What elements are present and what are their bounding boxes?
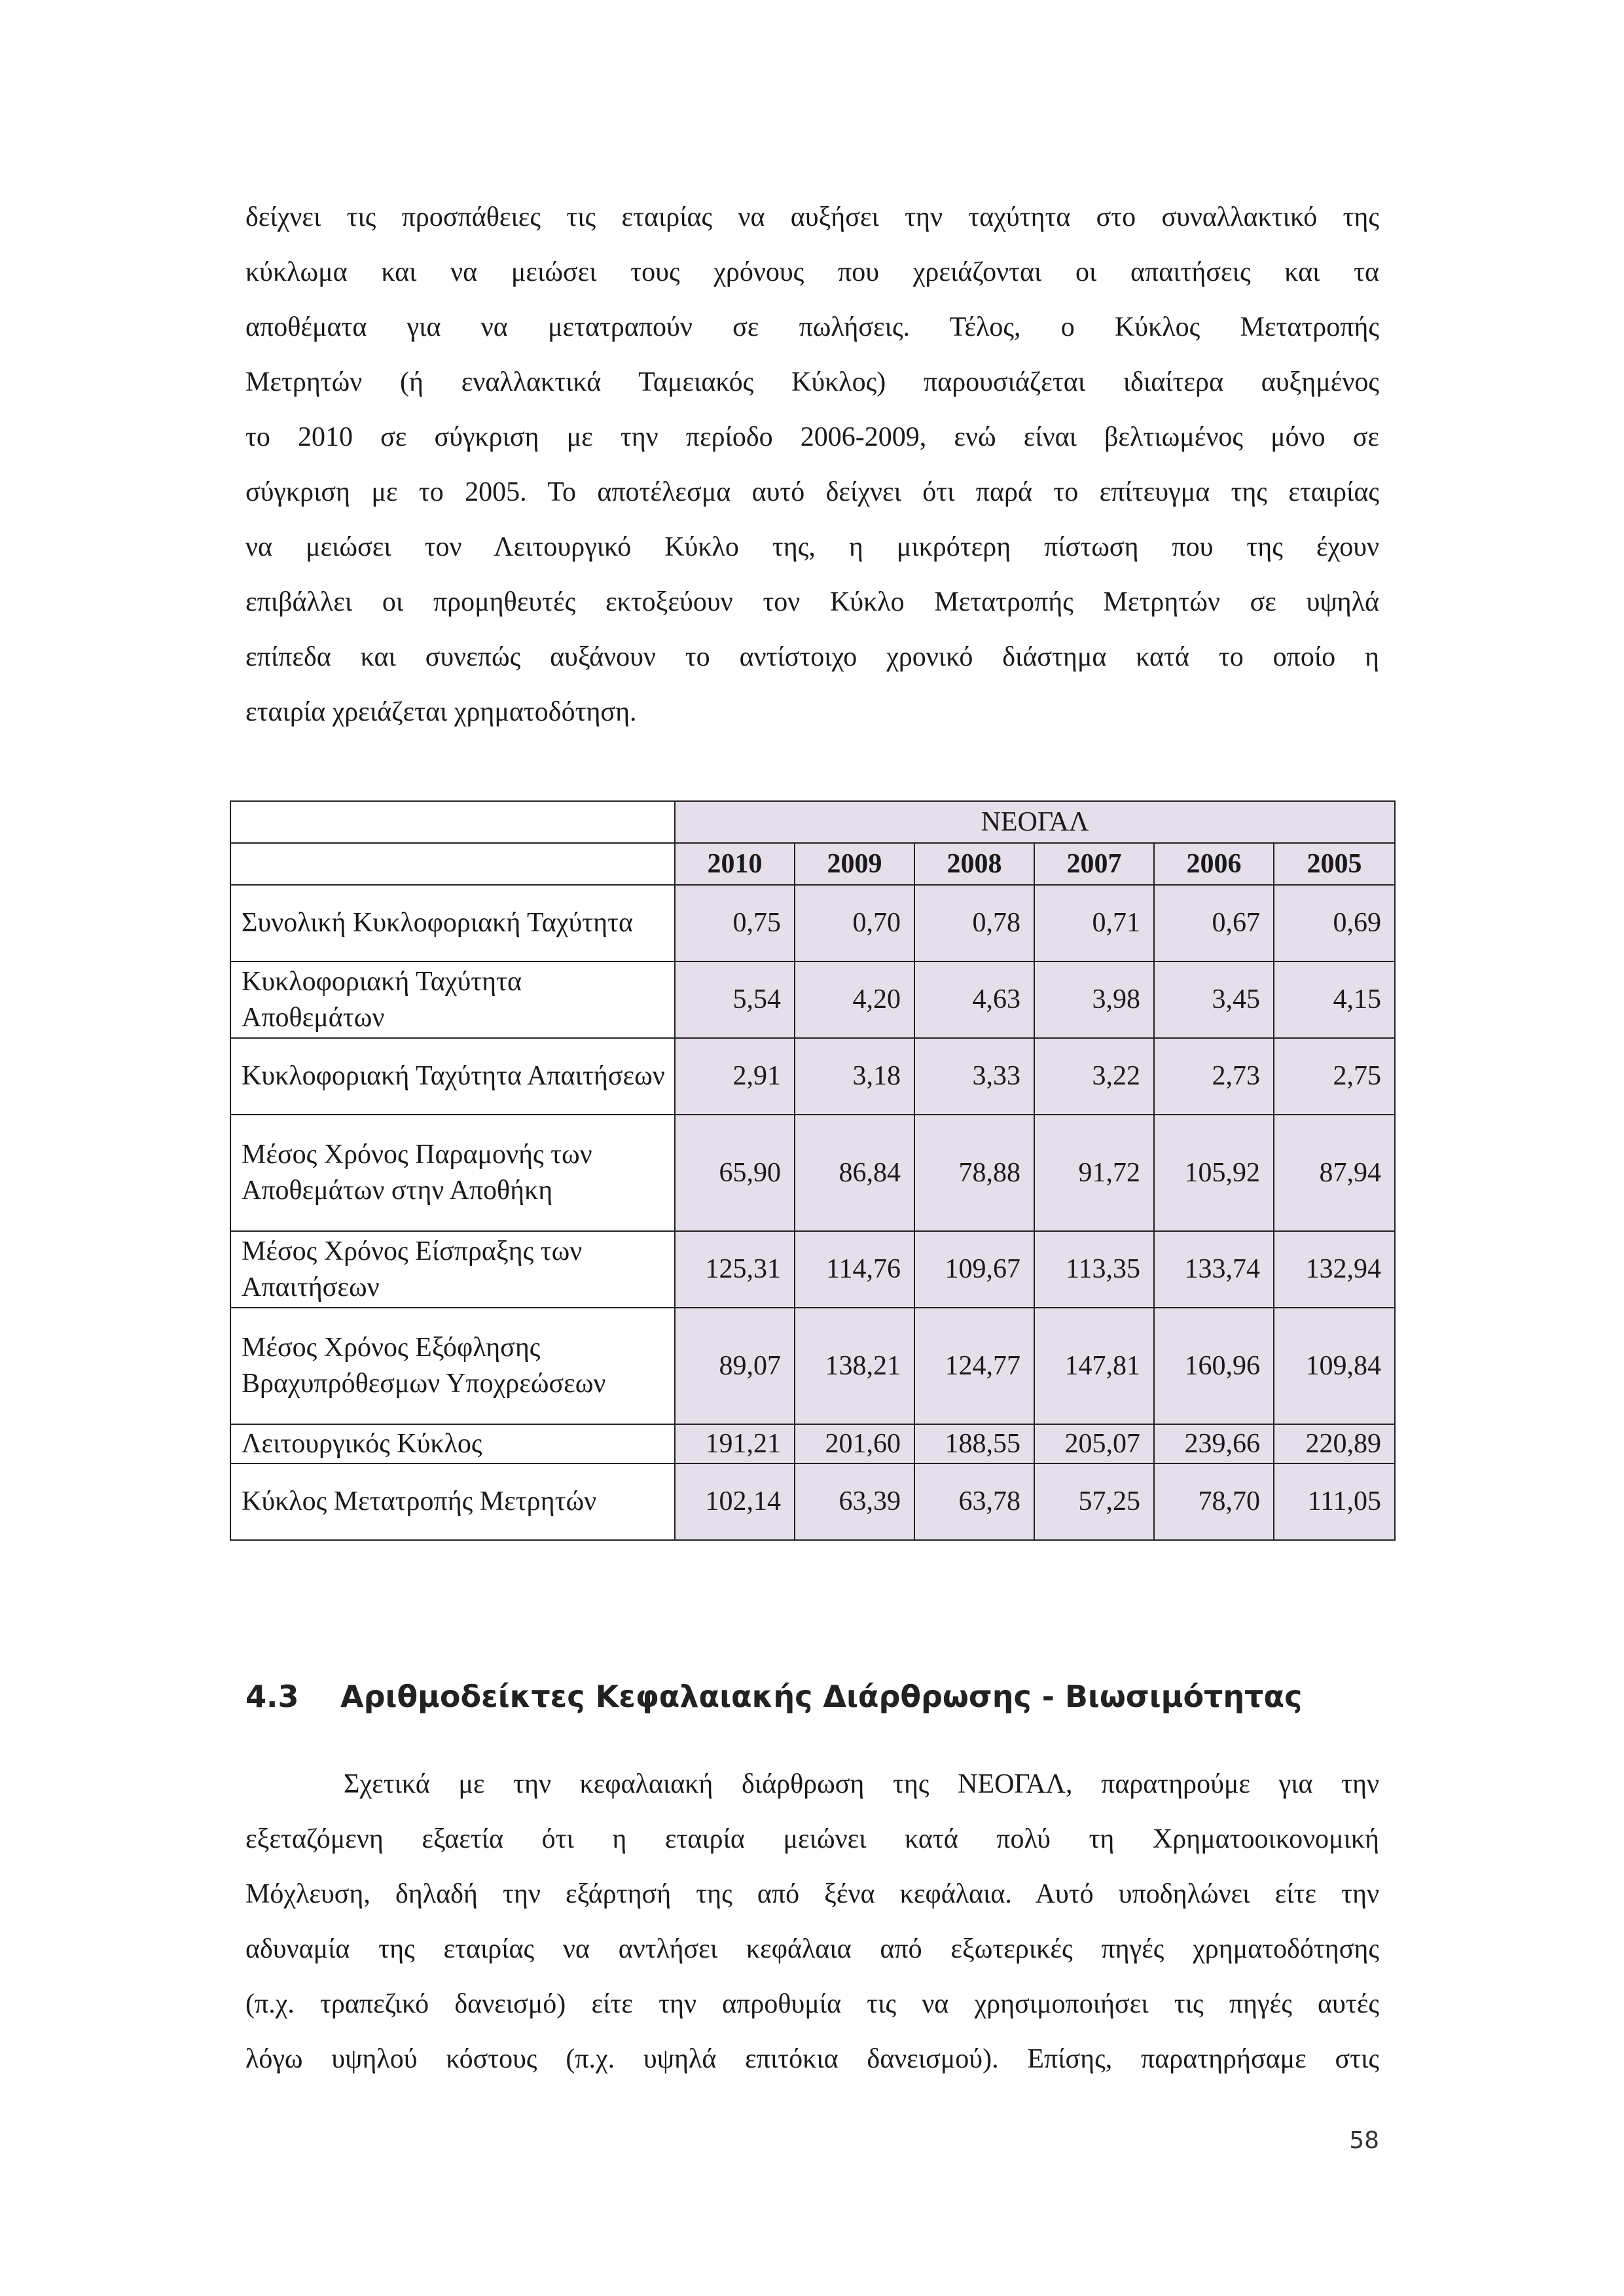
text-line: (π.χ. τραπεζικό δανεισμό) είτε την απροθυμία τις να χρησιμοποιήσει τις πηγές αυτές [245, 1989, 1379, 2019]
text-line: αδυναμία της εταιρίας να αντλήσει κεφάλαια από εξωτερικές πηγές χρηματοδότησης [245, 1934, 1379, 1964]
value-cell: 147,81 [1034, 1308, 1154, 1424]
value-cell: 86,84 [795, 1115, 914, 1231]
value-cell: 105,92 [1154, 1115, 1274, 1231]
value-cell: 3,22 [1034, 1038, 1154, 1115]
year-header: 2007 [1034, 843, 1154, 885]
value-cell: 138,21 [795, 1308, 914, 1424]
value-cell: 113,35 [1034, 1231, 1154, 1308]
value-cell: 109,84 [1274, 1308, 1395, 1424]
value-cell: 191,21 [675, 1424, 795, 1463]
section-number: 4.3 [245, 1679, 299, 1714]
row-label: Λειτουργικός Κύκλος [230, 1424, 675, 1463]
empty-header-cell [230, 843, 675, 885]
value-cell: 2,73 [1154, 1038, 1274, 1115]
table-row [230, 1115, 1395, 1231]
table-row [230, 1231, 1395, 1308]
value-cell: 3,18 [795, 1038, 914, 1115]
value-cell: 78,88 [914, 1115, 1034, 1231]
value-cell: 4,20 [795, 961, 914, 1038]
row-label: Κυκλοφοριακή Ταχύτητα Απαιτήσεων [230, 1038, 675, 1115]
value-cell: 2,75 [1274, 1038, 1395, 1115]
value-cell: 89,07 [675, 1308, 795, 1424]
year-header: 2005 [1274, 843, 1395, 885]
empty-header-cell [230, 801, 675, 843]
value-cell: 111,05 [1274, 1463, 1395, 1540]
section-title: Αριθμοδείκτες Κεφαλαιακής Διάρθρωσης - Βιωσιμότητας [340, 1679, 1303, 1714]
body-paragraph-2 [245, 1757, 1379, 2087]
value-cell: 220,89 [1274, 1424, 1395, 1463]
text-line: Μόχλευση, δηλαδή την εξάρτησή της από ξένα κεφάλαια. Αυτό υποδηλώνει είτε την [245, 1879, 1379, 1909]
value-cell: 65,90 [675, 1115, 795, 1231]
value-cell: 239,66 [1154, 1424, 1274, 1463]
body-paragraph-1 [245, 190, 1379, 740]
row-label: Μέσος Χρόνος Είσπραξης των Απαιτήσεων [230, 1231, 675, 1308]
text-line: επίπεδα και συνεπώς αυξάνουν το αντίστοιχο χρονικό διάστημα κατά το οποίο η [245, 642, 1379, 672]
value-cell: 205,07 [1034, 1424, 1154, 1463]
value-cell: 109,67 [914, 1231, 1034, 1308]
table-row [230, 961, 1395, 1038]
value-cell: 133,74 [1154, 1231, 1274, 1308]
value-cell: 114,76 [795, 1231, 914, 1308]
value-cell: 3,98 [1034, 961, 1154, 1038]
value-cell: 0,75 [675, 885, 795, 961]
value-cell: 78,70 [1154, 1463, 1274, 1540]
table-row [230, 1424, 1395, 1463]
row-label: Κυκλοφοριακή Ταχύτητα Αποθεμάτων [230, 961, 675, 1038]
value-cell: 63,78 [914, 1463, 1034, 1540]
text-line: σύγκριση με το 2005. Το αποτέλεσμα αυτό δείχνει ότι παρά το επίτευγμα της εταιρίας [245, 477, 1379, 507]
value-cell: 91,72 [1034, 1115, 1154, 1231]
row-label: Κύκλος Μετατροπής Μετρητών [230, 1463, 675, 1540]
value-cell: 63,39 [795, 1463, 914, 1540]
value-cell: 125,31 [675, 1231, 795, 1308]
value-cell: 102,14 [675, 1463, 795, 1540]
value-cell: 0,69 [1274, 885, 1395, 961]
row-label: Μέσος Χρόνος Παραμονής των Αποθεμάτων στην Αποθήκη [230, 1115, 675, 1231]
value-cell: 4,15 [1274, 961, 1395, 1038]
text-line: εταιρία χρειάζεται χρηματοδότηση. [245, 697, 637, 727]
text-line: κύκλωμα και να μειώσει τους χρόνους που χρειάζονται οι απαιτήσεις και τα [245, 257, 1379, 287]
table-row [230, 1038, 1395, 1115]
table-row [230, 1463, 1395, 1540]
value-cell: 0,71 [1034, 885, 1154, 961]
table-row [230, 1308, 1395, 1424]
ratios-table [230, 800, 1396, 1541]
value-cell: 3,45 [1154, 961, 1274, 1038]
value-cell: 201,60 [795, 1424, 914, 1463]
text-line: αποθέματα για να μετατραπούν σε πωλήσεις. Τέλος, ο Κύκλος Μετατροπής [245, 312, 1379, 342]
value-cell: 5,54 [675, 961, 795, 1038]
value-cell: 87,94 [1274, 1115, 1395, 1231]
value-cell: 132,94 [1274, 1231, 1395, 1308]
value-cell: 2,91 [675, 1038, 795, 1115]
value-cell: 0,78 [914, 885, 1034, 961]
section-heading [245, 1679, 1302, 1714]
year-header: 2010 [675, 843, 795, 885]
year-header: 2006 [1154, 843, 1274, 885]
value-cell: 3,33 [914, 1038, 1034, 1115]
row-label: Συνολική Κυκλοφοριακή Ταχύτητα [230, 885, 675, 961]
row-label: Μέσος Χρόνος Εξόφλησης Βραχυπρόθεσμων Υποχρεώσεων [230, 1308, 675, 1424]
value-cell: 124,77 [914, 1308, 1034, 1424]
year-header: 2008 [914, 843, 1034, 885]
company-header: ΝΕΟΓΑΛ [675, 801, 1395, 843]
table-row [230, 885, 1395, 961]
table-header-row [230, 801, 1395, 843]
year-header: 2009 [795, 843, 914, 885]
text-line: δείχνει τις προσπάθειες τις εταιρίας να αυξήσει την ταχύτητα στο συναλλακτικό της [245, 202, 1379, 232]
text-line: το 2010 σε σύγκριση με την περίοδο 2006-2009, ενώ είναι βελτιωμένος μόνο σε [245, 422, 1379, 452]
text-line: εξεταζόμενη εξαετία ότι η εταιρία μειώνει κατά πολύ τη Χρηματοοικονομική [245, 1824, 1379, 1854]
text-line: Σχετικά με την κεφαλαιακή διάρθρωση της ΝΕΟΓΑΛ, παρατηρούμε για την [344, 1769, 1379, 1799]
value-cell: 57,25 [1034, 1463, 1154, 1540]
text-line: επιβάλλει οι προμηθευτές εκτοξεύουν τον Κύκλο Μετατροπής Μετρητών σε υψηλά [245, 587, 1379, 617]
value-cell: 188,55 [914, 1424, 1034, 1463]
value-cell: 0,70 [795, 885, 914, 961]
page-number: 58 [1349, 2127, 1379, 2154]
value-cell: 0,67 [1154, 885, 1274, 961]
year-header-row [230, 843, 1395, 885]
text-line: Μετρητών (ή εναλλακτικά Ταμειακός Κύκλος) παρουσιάζεται ιδιαίτερα αυξημένος [245, 367, 1379, 397]
value-cell: 160,96 [1154, 1308, 1274, 1424]
text-line: να μειώσει τον Λειτουργικό Κύκλο της, η μικρότερη πίστωση που της έχουν [245, 532, 1379, 562]
value-cell: 4,63 [914, 961, 1034, 1038]
text-line: λόγω υψηλού κόστους (π.χ. υψηλά επιτόκια δανεισμού). Επίσης, παρατηρήσαμε στις [245, 2044, 1379, 2074]
